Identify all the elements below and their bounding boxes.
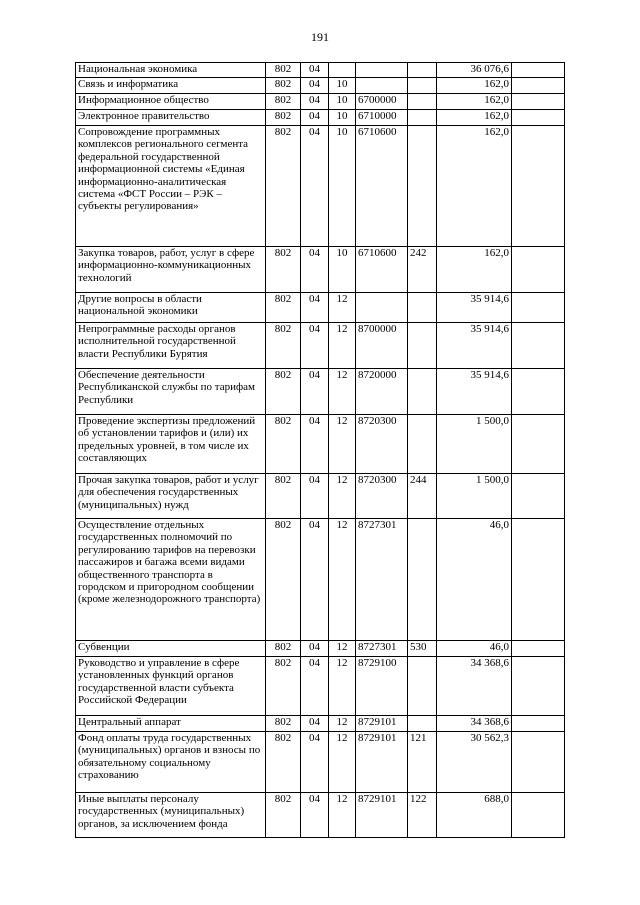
target-article-code: 8720300 [356, 415, 408, 474]
empty-cell [512, 369, 565, 415]
amount: 30 562,3 [437, 732, 512, 793]
section-code: 04 [301, 519, 329, 641]
ved-code: 802 [266, 110, 301, 126]
empty-cell [512, 63, 565, 78]
empty-cell [512, 126, 565, 247]
table-row [76, 323, 565, 369]
amount: 162,0 [437, 110, 512, 126]
ved-code: 802 [266, 415, 301, 474]
row-name: Прочая закупка товаров, работ и услуг для обеспечения государственных (муниципальных) нужд [76, 474, 266, 519]
subsection-code: 10 [329, 78, 356, 94]
empty-cell [512, 415, 565, 474]
table-row [76, 126, 565, 247]
section-code: 04 [301, 126, 329, 247]
row-name: Фонд оплаты труда государственных (муниципальных) органов и взносы по обязательному социальному страхованию [76, 732, 266, 793]
subsection-code: 10 [329, 110, 356, 126]
table-row [76, 519, 565, 641]
row-name: Связь и информатика [76, 78, 266, 94]
section-code: 04 [301, 657, 329, 716]
expense-type-code: 530 [408, 641, 437, 657]
section-code: 04 [301, 793, 329, 838]
expense-type-code [408, 657, 437, 716]
section-code: 04 [301, 369, 329, 415]
section-code: 04 [301, 78, 329, 94]
table-row [76, 247, 565, 293]
expense-type-code: 122 [408, 793, 437, 838]
empty-cell [512, 78, 565, 94]
ved-code: 802 [266, 94, 301, 110]
target-article-code: 8729101 [356, 716, 408, 732]
section-code: 04 [301, 247, 329, 293]
target-article-code [356, 78, 408, 94]
amount: 688,0 [437, 793, 512, 838]
ved-code: 802 [266, 323, 301, 369]
subsection-code: 12 [329, 519, 356, 641]
target-article-code: 8720300 [356, 474, 408, 519]
amount: 36 076,6 [437, 63, 512, 78]
expense-type-code [408, 519, 437, 641]
target-article-code [356, 293, 408, 323]
subsection-code: 12 [329, 657, 356, 716]
row-name: Национальная экономика [76, 63, 266, 78]
target-article-code: 8729100 [356, 657, 408, 716]
target-article-code: 6710000 [356, 110, 408, 126]
expense-type-code [408, 94, 437, 110]
target-article-code: 8700000 [356, 323, 408, 369]
target-article-code: 6700000 [356, 94, 408, 110]
row-name: Информационное общество [76, 94, 266, 110]
ved-code: 802 [266, 716, 301, 732]
target-article-code: 8720000 [356, 369, 408, 415]
amount: 34 368,6 [437, 657, 512, 716]
page-number: 191 [311, 30, 329, 44]
expense-type-code [408, 63, 437, 78]
amount: 1 500,0 [437, 415, 512, 474]
target-article-code: 8729101 [356, 793, 408, 838]
table-row [76, 474, 565, 519]
section-code: 04 [301, 110, 329, 126]
expense-type-code: 121 [408, 732, 437, 793]
section-code: 04 [301, 415, 329, 474]
amount: 162,0 [437, 126, 512, 247]
amount: 35 914,6 [437, 323, 512, 369]
ved-code: 802 [266, 126, 301, 247]
target-article-code: 6710600 [356, 126, 408, 247]
row-name: Субвенции [76, 641, 266, 657]
amount: 162,0 [437, 94, 512, 110]
amount: 35 914,6 [437, 369, 512, 415]
subsection-code: 12 [329, 293, 356, 323]
ved-code: 802 [266, 293, 301, 323]
ved-code: 802 [266, 78, 301, 94]
subsection-code: 10 [329, 126, 356, 247]
empty-cell [512, 716, 565, 732]
table-row [76, 732, 565, 793]
table-row [76, 63, 565, 78]
table-row [76, 293, 565, 323]
row-name: Проведение экспертизы предложений об установлении тарифов и (или) их предельных уровней, в том числе их составляющих [76, 415, 266, 474]
empty-cell [512, 732, 565, 793]
row-name: Непрограммные расходы органов исполнительной государственной власти Республики Бурятия [76, 323, 266, 369]
expense-type-code [408, 415, 437, 474]
row-name: Другие вопросы в области национальной экономики [76, 293, 266, 323]
table-row [76, 716, 565, 732]
amount: 34 368,6 [437, 716, 512, 732]
section-code: 04 [301, 716, 329, 732]
table-row [76, 110, 565, 126]
amount: 35 914,6 [437, 293, 512, 323]
empty-cell [512, 323, 565, 369]
section-code: 04 [301, 293, 329, 323]
target-article-code [356, 63, 408, 78]
amount: 162,0 [437, 247, 512, 293]
ved-code: 802 [266, 793, 301, 838]
amount: 46,0 [437, 519, 512, 641]
empty-cell [512, 110, 565, 126]
expense-type-code [408, 369, 437, 415]
row-name: Сопровождение программных комплексов регионального сегмента федеральной государственной информационной системы «Единая информационно-аналитическая система «ФСТ России – РЭК – субъекты регулирования» [76, 126, 266, 247]
section-code: 04 [301, 323, 329, 369]
expense-type-code: 242 [408, 247, 437, 293]
empty-cell [512, 94, 565, 110]
row-name: Центральный аппарат [76, 716, 266, 732]
subsection-code: 12 [329, 369, 356, 415]
subsection-code: 12 [329, 415, 356, 474]
empty-cell [512, 641, 565, 657]
expense-type-code [408, 323, 437, 369]
empty-cell [512, 657, 565, 716]
section-code: 04 [301, 732, 329, 793]
empty-cell [512, 793, 565, 838]
subsection-code: 12 [329, 474, 356, 519]
table-body [76, 63, 565, 838]
table-row [76, 94, 565, 110]
ved-code: 802 [266, 63, 301, 78]
expense-type-code: 244 [408, 474, 437, 519]
ved-code: 802 [266, 519, 301, 641]
target-article-code: 6710600 [356, 247, 408, 293]
expense-type-code [408, 126, 437, 247]
row-name: Электронное правительство [76, 110, 266, 126]
subsection-code: 10 [329, 94, 356, 110]
ved-code: 802 [266, 474, 301, 519]
section-code: 04 [301, 474, 329, 519]
empty-cell [512, 519, 565, 641]
section-code: 04 [301, 94, 329, 110]
amount: 162,0 [437, 78, 512, 94]
amount: 46,0 [437, 641, 512, 657]
subsection-code: 10 [329, 247, 356, 293]
row-name: Иные выплаты персоналу государственных (муниципальных) органов, за исключением фонда [76, 793, 266, 838]
empty-cell [512, 293, 565, 323]
section-code: 04 [301, 63, 329, 78]
empty-cell [512, 474, 565, 519]
subsection-code: 12 [329, 641, 356, 657]
subsection-code: 12 [329, 732, 356, 793]
row-name: Осуществление отдельных государственных полномочий по регулированию тарифов на перевозки пассажиров и багажа всеми видами общественного транспорта в городском и пригородном сообщении (кроме железнодорожного транспорта) [76, 519, 266, 641]
row-name: Руководство и управление в сфере установленных функций органов государственной власти субъекта Российской Федерации [76, 657, 266, 716]
ved-code: 802 [266, 641, 301, 657]
target-article-code: 8727301 [356, 519, 408, 641]
empty-cell [512, 247, 565, 293]
ved-code: 802 [266, 369, 301, 415]
expense-type-code [408, 78, 437, 94]
target-article-code: 8729101 [356, 732, 408, 793]
table-row [76, 641, 565, 657]
expense-type-code [408, 110, 437, 126]
section-code: 04 [301, 641, 329, 657]
budget-table [75, 62, 565, 838]
expense-type-code [408, 716, 437, 732]
row-name: Обеспечение деятельности Республиканской службы по тарифам Республики [76, 369, 266, 415]
subsection-code [329, 63, 356, 78]
table-row [76, 657, 565, 716]
ved-code: 802 [266, 247, 301, 293]
expense-type-code [408, 293, 437, 323]
amount: 1 500,0 [437, 474, 512, 519]
table-row [76, 78, 565, 94]
ved-code: 802 [266, 732, 301, 793]
row-name: Закупка товаров, работ, услуг в сфере информационно-коммуникационных технологий [76, 247, 266, 293]
table-row [76, 793, 565, 838]
table-row [76, 415, 565, 474]
subsection-code: 12 [329, 323, 356, 369]
subsection-code: 12 [329, 793, 356, 838]
table-row [76, 369, 565, 415]
ved-code: 802 [266, 657, 301, 716]
target-article-code: 8727301 [356, 641, 408, 657]
subsection-code: 12 [329, 716, 356, 732]
